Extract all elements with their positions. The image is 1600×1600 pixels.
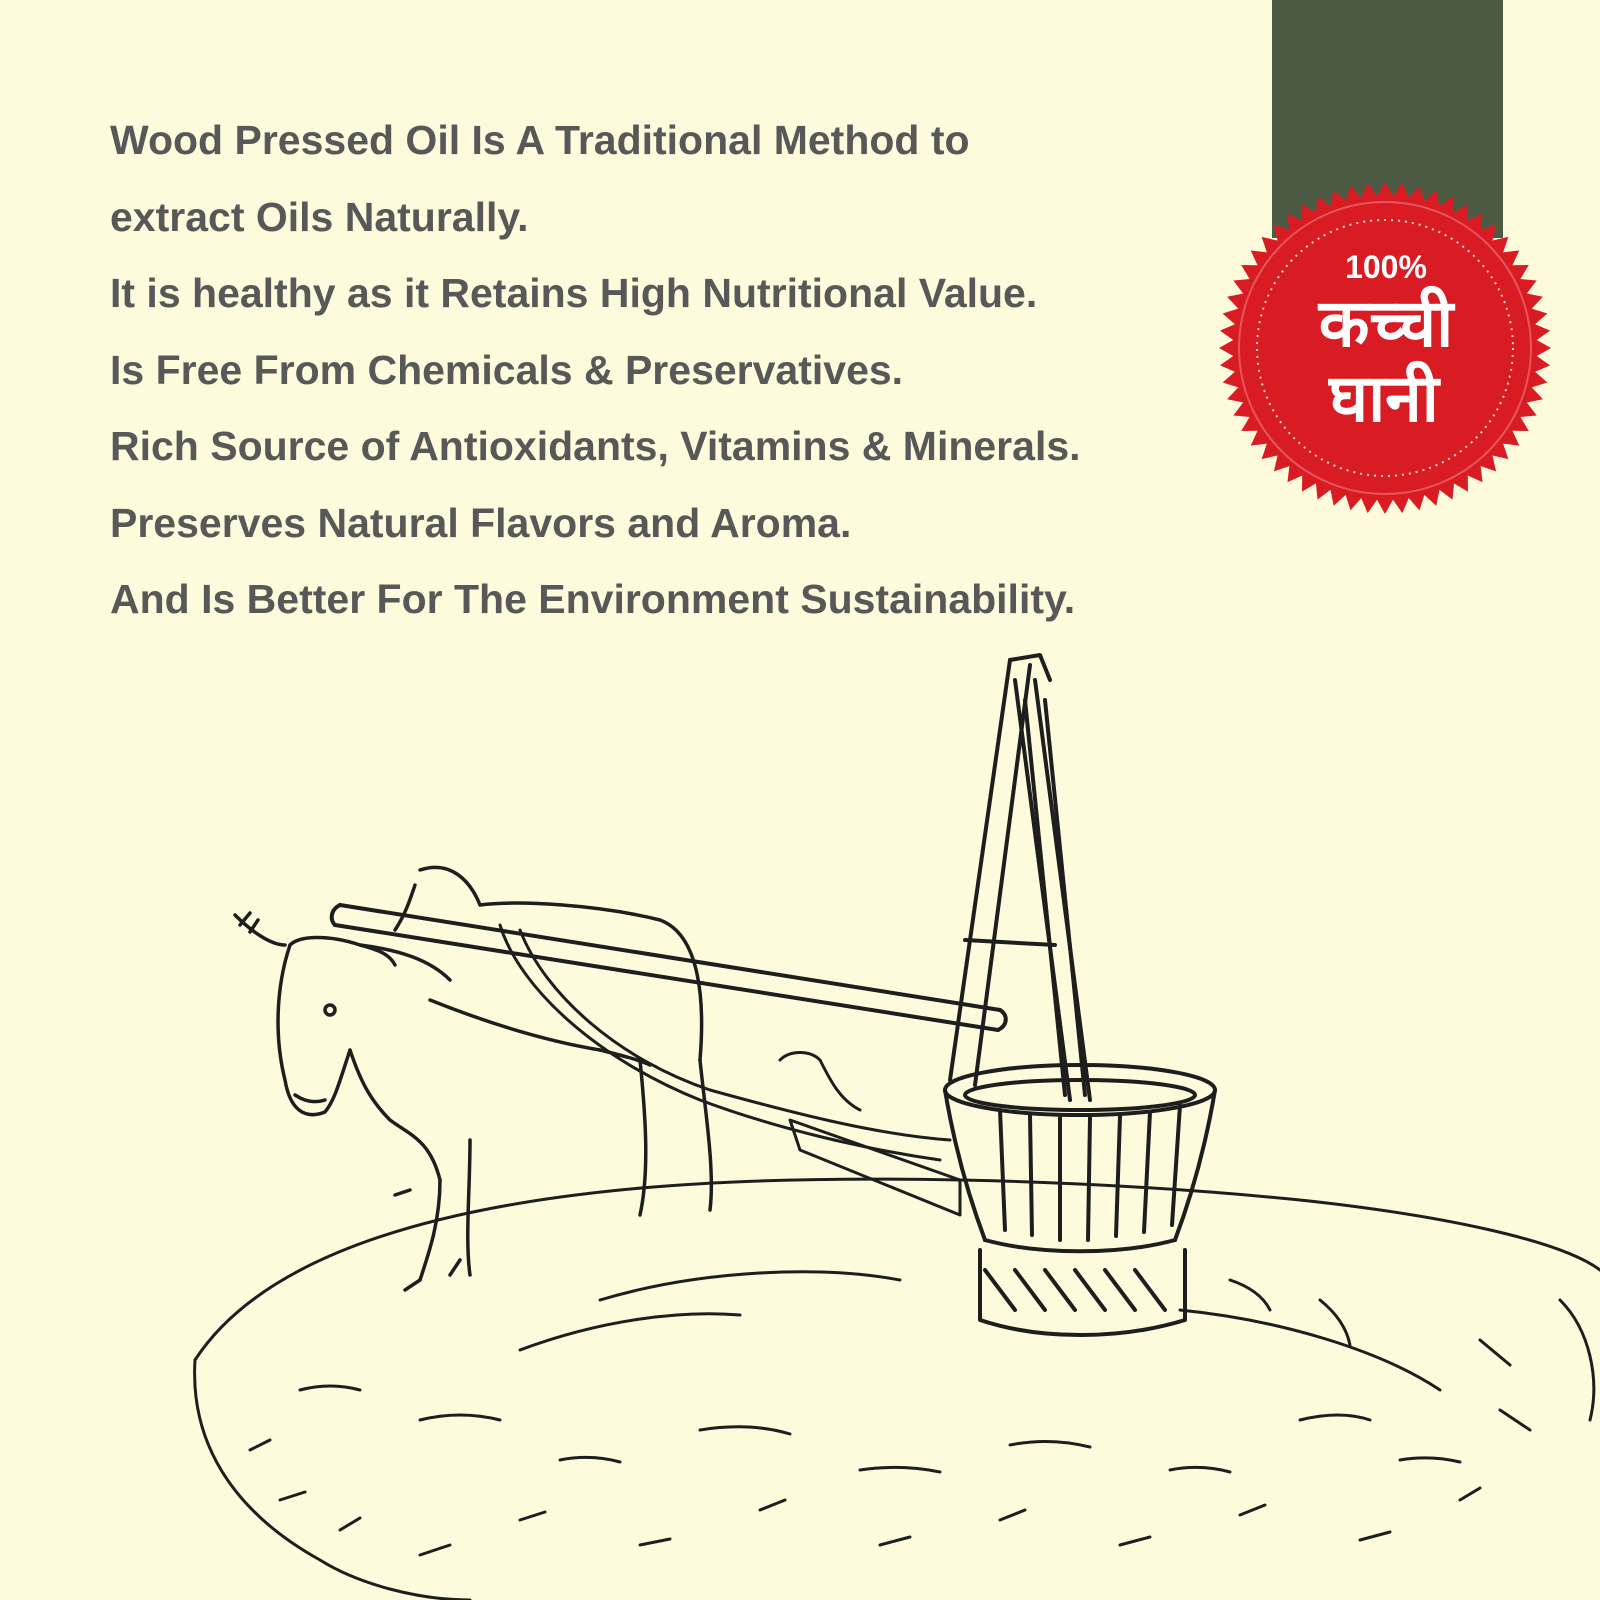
press-pole [950,655,1090,1100]
bullock-oil-press-illustration [0,640,1600,1600]
benefit-line: extract Oils Naturally. [110,193,529,240]
benefit-line: It is healthy as it Retains High Nutritional Value. [110,270,1038,316]
seal-line2: घानी [1329,360,1439,437]
mortar [945,1065,1215,1335]
benefit-line: And Is Better For The Environment Sustainability. [110,576,1076,622]
benefit-line: Preserves Natural Flavors and Aroma. [110,499,852,546]
ground-mound [195,1179,1600,1600]
benefit-line: Wood Pressed Oil Is A Traditional Method to [110,117,970,163]
benefit-line: Rich Source of Antioxidants, Vitamins & Minerals. [110,423,1081,469]
kachchi-ghani-seal [1218,181,1552,515]
benefit-line: Is Free From Chemicals & Preservatives. [110,346,904,393]
benefits-text [110,102,1190,638]
ox [235,867,711,1290]
seal-percent: 100% [1345,249,1427,285]
pestle [1025,700,1085,1095]
seal-line1: कच्ची [1318,285,1454,362]
